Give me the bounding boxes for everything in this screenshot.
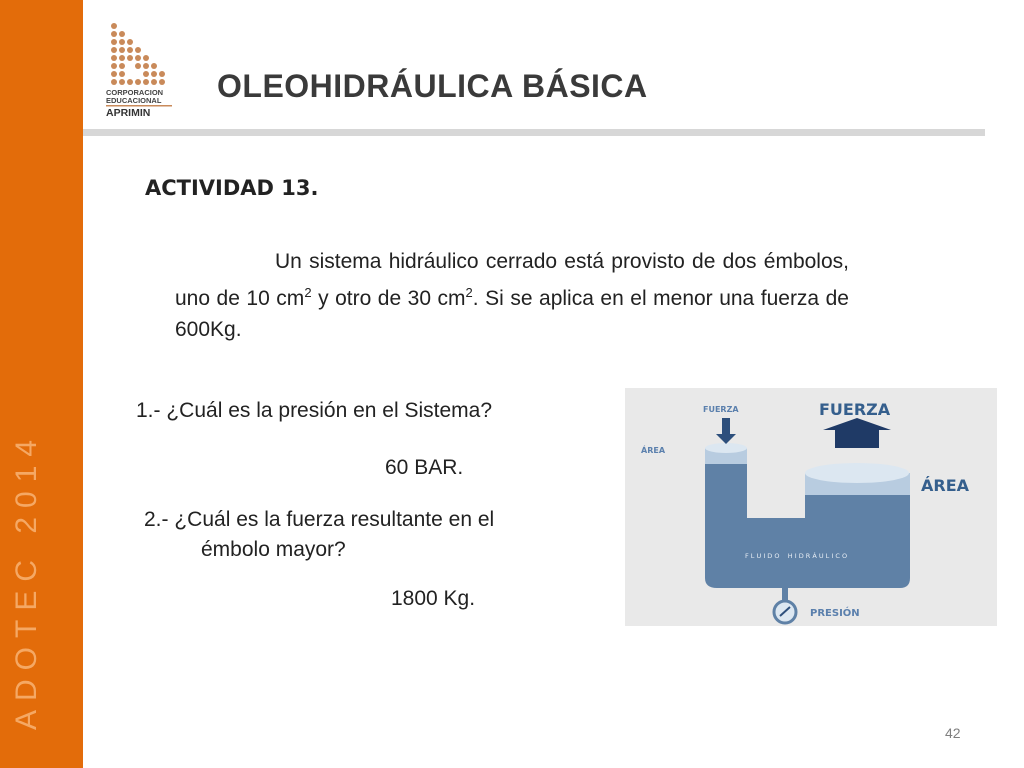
page-title: OLEOHIDRÁULICA BÁSICA — [217, 68, 648, 104]
logo-text-line1: CORPORACION — [106, 88, 164, 97]
label-fuerza-small: FUERZA — [703, 405, 739, 414]
question-2-line1: 2.- ¿Cuál es la fuerza resultante en el — [144, 508, 495, 531]
logo-text-line2: EDUCACIONAL — [106, 96, 162, 105]
question-1: 1.- ¿Cuál es la presión en el Sistema? — [136, 399, 493, 422]
page-number: 42 — [945, 725, 961, 741]
sidebar-band — [0, 0, 83, 768]
problem-text-1: Un sistema hidráulico cerrado está provisto de dos émbolos, uno de 10 cm — [175, 250, 849, 310]
problem-sup-1: 2 — [304, 285, 312, 300]
aprimin-logo — [104, 20, 174, 120]
question-2 — [144, 505, 494, 565]
label-presion: PRESIÓN — [810, 608, 860, 619]
answer-1: 60 BAR. — [385, 456, 464, 479]
problem-statement — [175, 246, 849, 345]
answer-2: 1800 Kg. — [391, 587, 476, 610]
sidebar-vertical-text: ADOTEC 2014 — [10, 430, 43, 730]
question-2-line2: émbolo mayor? — [201, 538, 346, 561]
label-area-small: ÁREA — [641, 446, 666, 455]
title-divider — [83, 129, 985, 136]
problem-text-2: y otro de 30 cm — [311, 287, 466, 310]
label-fuerza-large: FUERZA — [819, 400, 891, 419]
activity-title: ACTIVIDAD 13. — [145, 176, 319, 200]
hydraulic-diagram — [625, 388, 997, 626]
problem-sup-2: 2 — [465, 285, 473, 300]
logo-dots-icon — [111, 23, 165, 85]
problem-text-3: . Si se aplica en el menor una fuerza de 600Kg. — [175, 287, 849, 341]
label-fluid: F L U I D O H I D R Á U L I C O — [745, 552, 848, 560]
logo-text-line3: APRIMIN — [106, 107, 151, 119]
label-area-large: ÁREA — [921, 476, 970, 495]
